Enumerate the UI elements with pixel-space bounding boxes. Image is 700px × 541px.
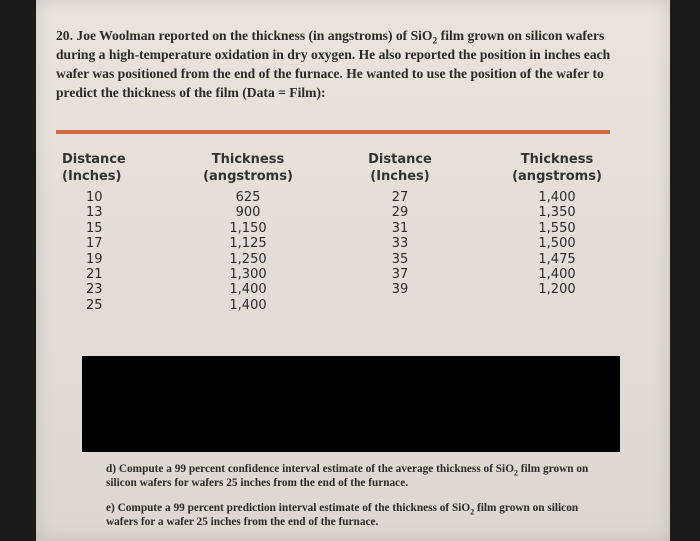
table-cell: 1,400: [538, 190, 576, 205]
problem-subscript: 2: [432, 36, 438, 47]
table-cell: 900: [235, 205, 261, 221]
table-cell: 33: [391, 236, 409, 252]
problem-text-part2: film grown on silicon wafers during a high-temperature oxidation in dry oxygen. He also reported the position in inches each wafer was positioned from the end of the furnace. He wanted to use the position of the wafer to predict the thickness of the film (Data = Film):: [56, 28, 611, 100]
table-cell: 25: [86, 297, 103, 313]
table-cell: 35: [391, 251, 409, 267]
column-header: Distance (Inches): [368, 152, 432, 184]
distance-column-left: [62, 151, 142, 313]
problem-text-part1: Joe Woolman reported on the thickness (in angstroms) of SiO: [73, 28, 433, 43]
column-header: Thickness (angstroms): [203, 152, 293, 184]
table-cell: 27: [391, 190, 409, 205]
column-values: [200, 190, 296, 313]
table-cell: 19: [86, 251, 103, 267]
table-cell: 1,200: [538, 282, 576, 298]
table-cell: 1,475: [538, 251, 576, 267]
table-cell: 13: [86, 205, 103, 221]
table-cell: 37: [391, 266, 409, 282]
table-top-rule: [56, 130, 610, 134]
column-header: Distance (Inches): [62, 152, 126, 184]
table-cell: 1,300: [229, 266, 267, 282]
distance-column-right: [362, 151, 438, 298]
table-cell: 29: [391, 205, 409, 221]
table-cell: 1,150: [229, 220, 267, 236]
table-cell: 17: [86, 236, 103, 252]
table-cell: 1,125: [229, 236, 267, 252]
table-cell: 23: [86, 282, 103, 298]
question-d: d) Compute a 99 percent confidence interval estimate of the average thickness of SiO$_2$ film grown on silicon wafers for wafers 25 inches from the end of the furnace.: [106, 463, 589, 489]
table-cell: 625: [235, 190, 261, 205]
thickness-column-left: [200, 151, 296, 313]
redaction-box: [82, 356, 620, 452]
problem-number: 20.: [56, 28, 73, 43]
question-e: e) Compute a 99 percent prediction interval estimate of the thickness of SiO$_2$ film grown on silicon wafers for a wafer 25 inches from the end of the furnace.: [106, 502, 579, 528]
table-cell: 1,550: [538, 220, 576, 236]
table-cell: 1,500: [538, 236, 576, 252]
table-cell: 31: [391, 220, 409, 236]
column-values: [62, 190, 142, 313]
table-cell: 21: [86, 266, 103, 282]
thickness-column-right: [508, 151, 606, 298]
table-cell: 1,350: [538, 205, 576, 221]
table-cell: 1,400: [538, 266, 576, 282]
table-cell: 1,400: [229, 282, 267, 298]
problem-statement: [56, 26, 626, 102]
table-cell: 10: [86, 190, 103, 205]
table-cell: 1,250: [229, 251, 267, 267]
column-values: [362, 190, 438, 298]
table-cell: 1,400: [229, 297, 267, 313]
column-header: Thickness (angstroms): [512, 152, 602, 184]
column-values: [508, 190, 606, 298]
table-cell: 15: [86, 220, 103, 236]
table-cell: 39: [391, 282, 409, 298]
